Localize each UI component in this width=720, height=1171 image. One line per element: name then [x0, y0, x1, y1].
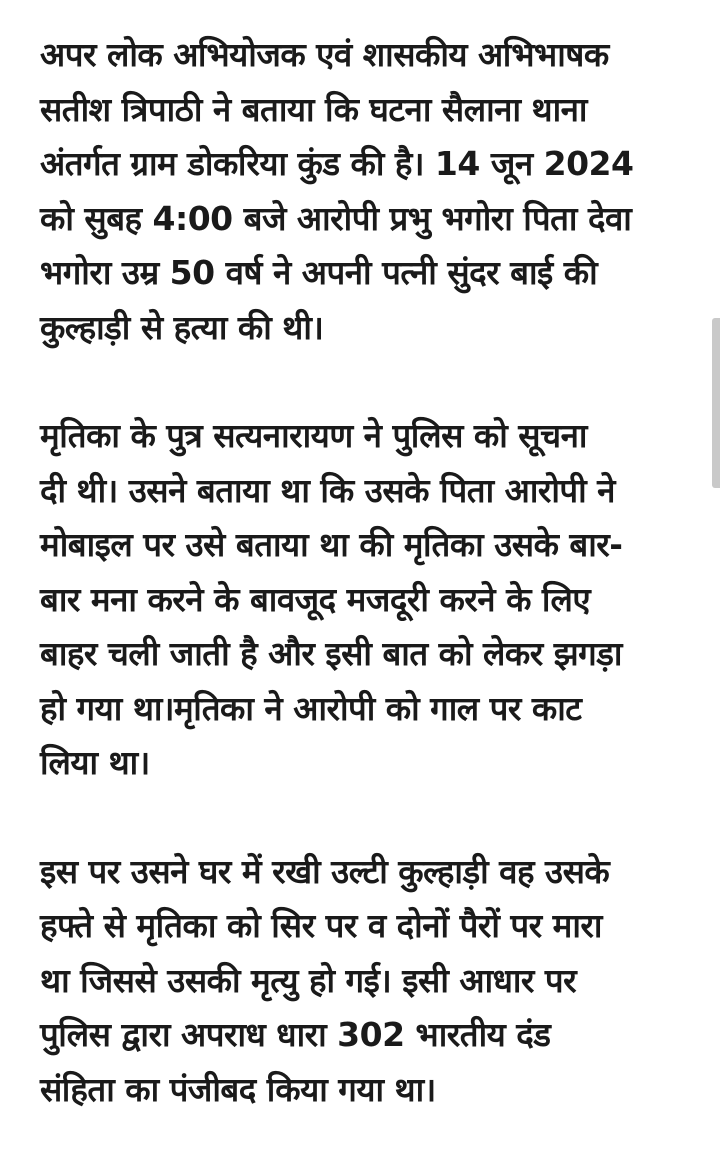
text-line: सतीश त्रिपाठी ने बताया कि घटना सैलाना थाना: [40, 89, 587, 129]
text-line: को सुबह 4:00 बजे आरोपी प्रभु भगोरा पिता देवा: [40, 198, 632, 238]
paragraph-2: [40, 409, 688, 791]
text-line: बार मना करने के बावजूद मजदूरी करने के लिए: [40, 579, 591, 619]
text-line: बाहर चली जाती है और इसी बात को लेकर झगड़ा: [40, 634, 622, 673]
text-line: भगोरा उम्र 50 वर्ष ने अपनी पत्नी सुंदर बाई की: [40, 253, 598, 292]
scrollbar-thumb[interactable]: [712, 318, 720, 488]
text-line: कुल्हाड़ी से हत्या की थी।: [40, 307, 324, 347]
text-line: मृतिका के पुत्र सत्यनारायण ने पुलिस को सूचना: [40, 416, 587, 455]
article-body: [40, 28, 688, 1171]
text-line: था जिससे उसकी मृत्यु हो गई। इसी आधार पर: [40, 960, 577, 1000]
text-line: हफ्ते से मृतिका को सिर पर व दोनों पैरों पर मारा: [40, 906, 602, 945]
text-line: अंतर्गत ग्राम डोकरिया कुंड की है। 14 जून 2024: [40, 144, 634, 183]
text-line: इस पर उसने घर में रखी उल्टी कुल्हाड़ी वह उसके: [40, 851, 610, 891]
paragraph-1: [40, 28, 688, 355]
text-line: मोबाइल पर उसे बताया था की मृतिका उसके बार-: [40, 525, 623, 564]
text-line: लिया था।: [40, 743, 150, 782]
text-line: हो गया था।मृतिका ने आरोपी को गाल पर काट: [40, 688, 582, 728]
text-line: दी थी। उसने बताया था कि उसके पिता आरोपी ने: [40, 470, 615, 510]
text-line: अपर लोक अभियोजक एवं शासकीय अभिभाषक: [40, 35, 609, 74]
paragraph-3: [40, 845, 688, 1118]
text-line: संहिता का पंजीबद किया गया था।: [40, 1069, 436, 1109]
text-line: पुलिस द्वारा अपराध धारा 302 भारतीय दंड: [40, 1015, 551, 1054]
